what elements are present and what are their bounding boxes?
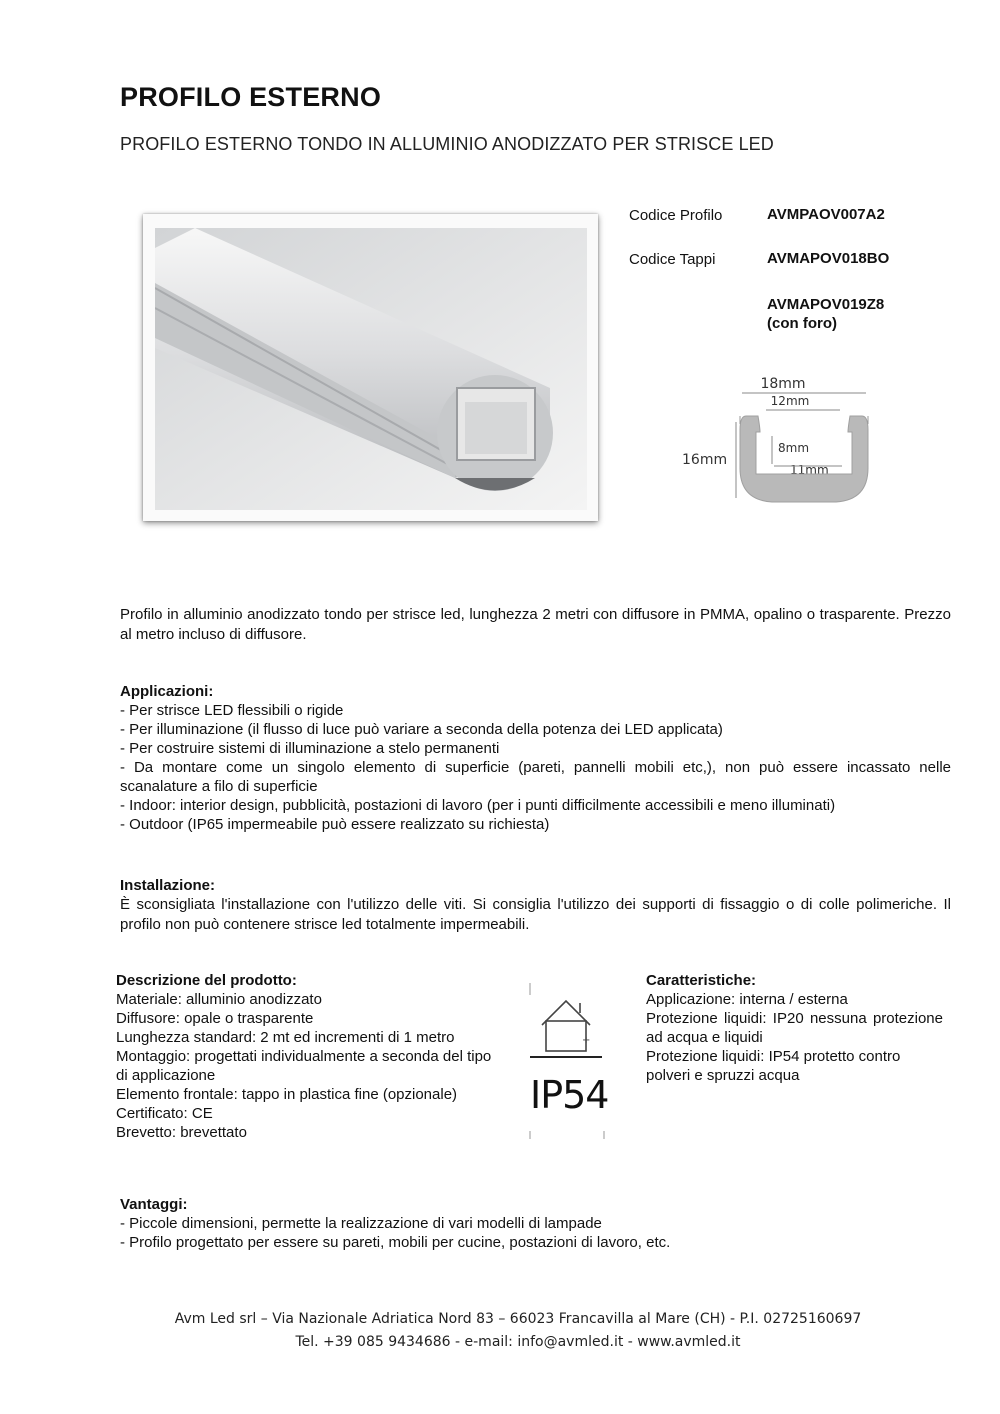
list-item: Applicazione: interna / esterna	[646, 991, 848, 1008]
applicazioni-list	[120, 701, 951, 834]
profile-photo-illustration	[155, 228, 587, 510]
dim-width-outer: 18mm	[760, 376, 806, 392]
list-item: Materiale: alluminio anodizzato	[116, 991, 322, 1008]
descrizione-list	[116, 990, 502, 1142]
product-photo	[143, 214, 598, 521]
list-item: Montaggio: progettati individualmente a seconda del tipo di applicazione	[116, 1048, 492, 1084]
list-item: - Piccole dimensioni, permette la realizzazione di vari modelli di lampade	[120, 1215, 602, 1232]
codice-profilo-label: Codice Profilo	[629, 207, 723, 224]
page-subtitle: PROFILO ESTERNO TONDO IN ALLUMINIO ANODIZZATO PER STRISCE LED	[120, 134, 774, 154]
dim-height: 16mm	[682, 452, 728, 468]
codice-tappi-value-2: AVMAPOV019Z8	[767, 296, 885, 313]
installazione-heading: Installazione:	[120, 877, 216, 894]
svg-text:+: +	[582, 1035, 591, 1046]
list-item: Diffusore: opale o trasparente	[116, 1010, 314, 1027]
installazione-text: È sconsigliata l'installazione con l'utilizzo delle viti. Si consiglia l'utilizzo dei supporti di fissaggio o di colle polimeriche. Il profilo non può contenere strisce led totalmente impermeabili.	[120, 896, 951, 933]
list-item: Certificato: CE	[116, 1105, 213, 1122]
list-item: Brevetto: brevettato	[116, 1124, 247, 1141]
list-item: - Per strisce LED flessibili o rigide	[120, 702, 344, 719]
dim-width-base: 11mm	[790, 463, 829, 477]
caratteristiche-heading: Caratteristiche:	[646, 972, 757, 989]
vantaggi-list	[120, 1214, 951, 1252]
list-item: - Outdoor (IP65 impermeabile può essere realizzato su richiesta)	[120, 816, 550, 833]
caratteristiche-list	[646, 990, 943, 1085]
list-item: - Per illuminazione (il flusso di luce può variare a seconda della potenza dei LED applicata)	[120, 721, 723, 738]
ip-rating-label: IP54	[530, 1073, 609, 1117]
list-item: Elemento frontale: tappo in plastica fine (opzionale)	[116, 1086, 458, 1103]
profile-section-diagram	[680, 372, 890, 512]
list-item: Protezione liquidi: IP54 protetto contro polveri e spruzzi acqua	[646, 1048, 901, 1084]
footer-contacts: Tel. +39 085 9434686 - e-mail: info@avmled.it - www.avmled.it	[295, 1334, 741, 1350]
vantaggi-heading: Vantaggi:	[120, 1196, 188, 1213]
list-item: - Per costruire sistemi di illuminazione a stelo permanenti	[120, 740, 500, 757]
list-item: - Profilo progettato per essere su pareti, mobili per cucine, postazioni di lavoro, etc.	[120, 1234, 671, 1251]
applicazioni-heading: Applicazioni:	[120, 683, 214, 700]
dim-width-inner: 12mm	[770, 394, 810, 408]
list-item: - Da montare come un singolo elemento di superficie (pareti, pannelli mobili etc,), non può essere incassato nelle scanalature a filo di superficie	[120, 759, 951, 795]
list-item: Lunghezza standard: 2 mt ed incrementi di 1 metro	[116, 1029, 455, 1046]
page-title: PROFILO ESTERNO	[120, 82, 382, 112]
codice-profilo-value: AVMPAOV007A2	[767, 206, 885, 223]
descrizione-heading: Descrizione del prodotto:	[116, 972, 297, 989]
list-item: Protezione liquidi: IP20 nessuna protezione ad acqua e liquidi	[646, 1010, 943, 1046]
dim-depth-inner: 8mm	[778, 441, 810, 455]
codice-tappi-label: Codice Tappi	[629, 251, 716, 268]
list-item: - Indoor: interior design, pubblicità, postazioni di lavoro (per i punti difficilmente accessibili e meno illuminati)	[120, 797, 836, 814]
codice-tappi-value: AVMAPOV018BO	[767, 250, 890, 267]
codice-tappi-note: (con foro)	[767, 315, 837, 332]
ip-rating-badge	[528, 981, 609, 1141]
house-icon	[528, 981, 609, 1141]
intro-paragraph: Profilo in alluminio anodizzato tondo per strisce led, lunghezza 2 metri con diffusore in PMMA, opalino o trasparente. Prezzo al metro incluso di diffusore.	[120, 606, 951, 643]
footer-address: Avm Led srl – Via Nazionale Adriatica Nord 83 – 66023 Francavilla al Mare (CH) - P.I. 02725160697	[174, 1311, 862, 1327]
